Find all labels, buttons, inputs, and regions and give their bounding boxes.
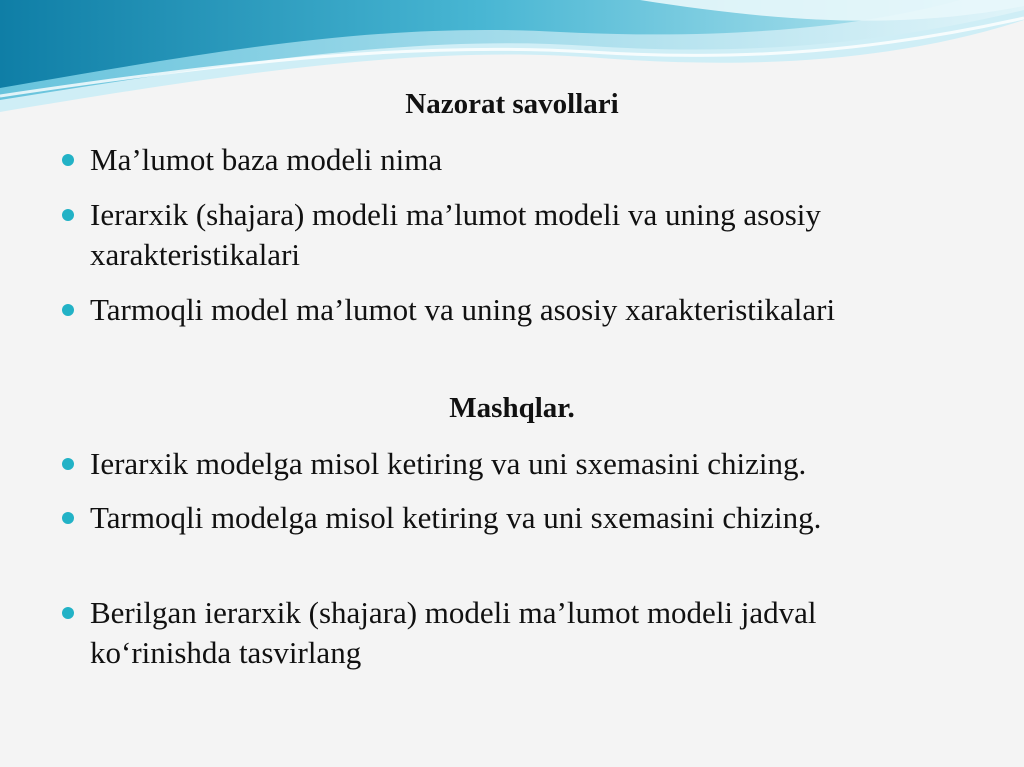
- bullet-icon: [62, 304, 74, 316]
- heading-nazorat-savollari: Nazorat savollari: [405, 88, 619, 120]
- bullet-icon: [62, 512, 74, 524]
- bullet-icon: [62, 154, 74, 166]
- bullet-icon: [62, 458, 74, 470]
- list-item-exercise-3: Berilgan ierarxik (shajara) modeli ma’lumot modeli jadval ko‘rinishda tasvirlang: [90, 595, 817, 670]
- heading-mashqlar: Mashqlar.: [449, 392, 575, 424]
- list-item-exercise-1: Ierarxik modelga misol ketiring va uni sxemasini chizing.: [90, 446, 807, 481]
- list-item-question-1: Ma’lumot baza modeli nima: [90, 142, 443, 177]
- list-item-question-2: Ierarxik (shajara) modeli ma’lumot modeli va uning asosiy xarakteristikalari: [90, 197, 821, 272]
- bullet-icon: [62, 607, 74, 619]
- list-item-question-3: Tarmoqli model ma’lumot va uning asosiy xarakteristikalari: [90, 292, 836, 327]
- list-item-exercise-2: Tarmoqli modelga misol ketiring va uni sxemasini chizing.: [90, 500, 822, 535]
- bullet-icon: [62, 209, 74, 221]
